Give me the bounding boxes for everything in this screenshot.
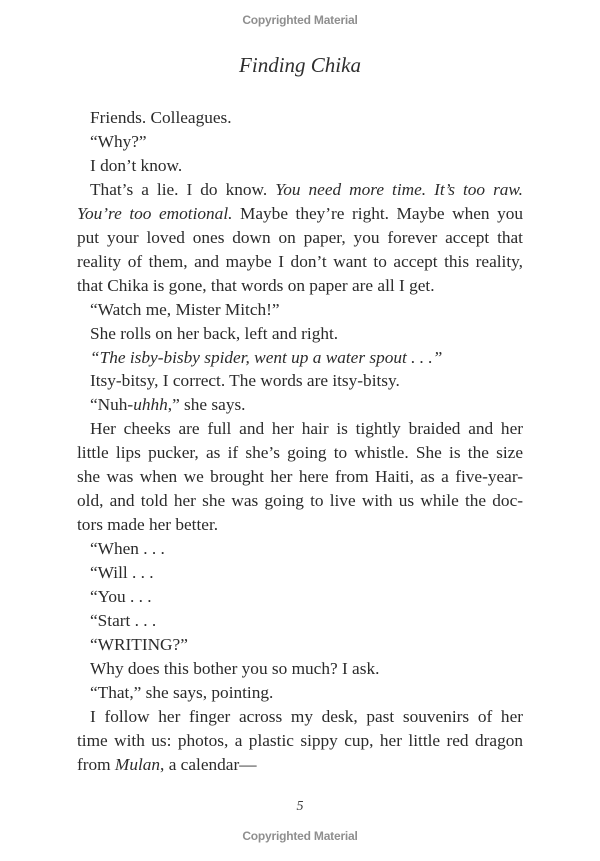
text-segment: she was when we brought her here from Haiti, as a five-year- — [77, 467, 523, 487]
text-line — [77, 489, 523, 513]
italic-text-segment: You need more time. It’s too raw. — [275, 179, 523, 199]
text-segment: from — [77, 754, 115, 774]
text-segment: Itsy-bitsy, I correct. The words are itsy-bitsy. — [90, 371, 400, 391]
text-segment: tors made her better. — [77, 515, 219, 535]
text-segment: reality of them, and maybe I don’t want to accept this reality, — [77, 251, 523, 271]
text-line — [77, 369, 523, 393]
text-line — [77, 298, 523, 322]
text-segment: put your loved ones down on paper, you forever accept that — [77, 227, 523, 247]
text-segment: “You . . . — [90, 587, 152, 607]
text-segment: Maybe they’re right. Maybe when you — [232, 203, 523, 223]
text-line — [77, 609, 523, 633]
text-segment: “Nuh- — [90, 395, 134, 415]
italic-text-segment: “The isby-bisby spider, went up a water spout . . .” — [90, 347, 443, 367]
text-segment: “Start . . . — [90, 611, 157, 631]
text-line — [77, 130, 523, 154]
text-line — [77, 154, 523, 178]
running-title: Finding Chika — [239, 53, 361, 77]
text-segment: Why does this bother you so much? I ask. — [90, 658, 380, 678]
text-segment: , a calendar— — [160, 754, 257, 774]
text-line — [77, 585, 523, 609]
italic-text-segment: You’re too emotional. — [77, 203, 233, 223]
text-line — [77, 178, 523, 202]
text-segment: that Chika is gone, that words on paper are all I get. — [77, 275, 435, 295]
text-segment: “When . . . — [90, 539, 165, 559]
text-line — [77, 561, 523, 585]
text-line — [77, 441, 523, 465]
copyright-watermark-bottom: Copyrighted Material — [242, 829, 358, 843]
text-line — [77, 226, 523, 250]
text-line — [77, 657, 523, 681]
text-line — [77, 537, 523, 561]
text-line — [77, 346, 523, 370]
text-segment: “Why?” — [90, 131, 147, 151]
text-line — [77, 417, 523, 441]
text-segment: “Watch me, Mister Mitch!” — [90, 299, 280, 319]
text-line — [77, 465, 523, 489]
text-segment: I follow her finger across my desk, past souvenirs of her — [90, 706, 523, 726]
text-line — [77, 705, 523, 729]
text-line — [77, 393, 523, 417]
text-segment: old, and told her she was going to live with us while the doc- — [77, 491, 523, 511]
text-segment: She rolls on her back, left and right. — [90, 323, 339, 343]
italic-text-segment: uhhh — [133, 395, 168, 415]
text-line — [77, 202, 523, 226]
text-segment: Friends. Colleagues. — [90, 108, 232, 127]
page-number: 5 — [296, 799, 304, 814]
text-line — [77, 322, 523, 346]
text-segment: Her cheeks are full and her hair is tightly braided and her — [90, 419, 523, 439]
text-line — [77, 729, 523, 753]
body-text — [77, 106, 523, 777]
text-line — [77, 681, 523, 705]
text-line — [77, 106, 523, 130]
italic-text-segment: Mulan — [114, 754, 161, 774]
text-line — [77, 250, 523, 274]
text-segment: ,” she says. — [167, 395, 246, 415]
copyright-watermark-top: Copyrighted Material — [242, 13, 358, 27]
text-segment: “That,” she says, pointing. — [90, 682, 274, 702]
text-line — [77, 274, 523, 298]
text-segment: little lips pucker, as if she’s going to whistle. She is the size — [77, 443, 523, 463]
text-line — [77, 513, 523, 537]
text-line — [77, 633, 523, 657]
text-line — [77, 753, 523, 777]
text-segment: I don’t know. — [90, 155, 183, 175]
text-segment: “Will . . . — [90, 563, 154, 583]
text-segment: “WRITING?” — [90, 634, 188, 654]
text-segment: time with us: photos, a plastic sippy cup, her little red dragon — [77, 730, 523, 750]
text-segment: That’s a lie. I do know. — [90, 179, 276, 199]
